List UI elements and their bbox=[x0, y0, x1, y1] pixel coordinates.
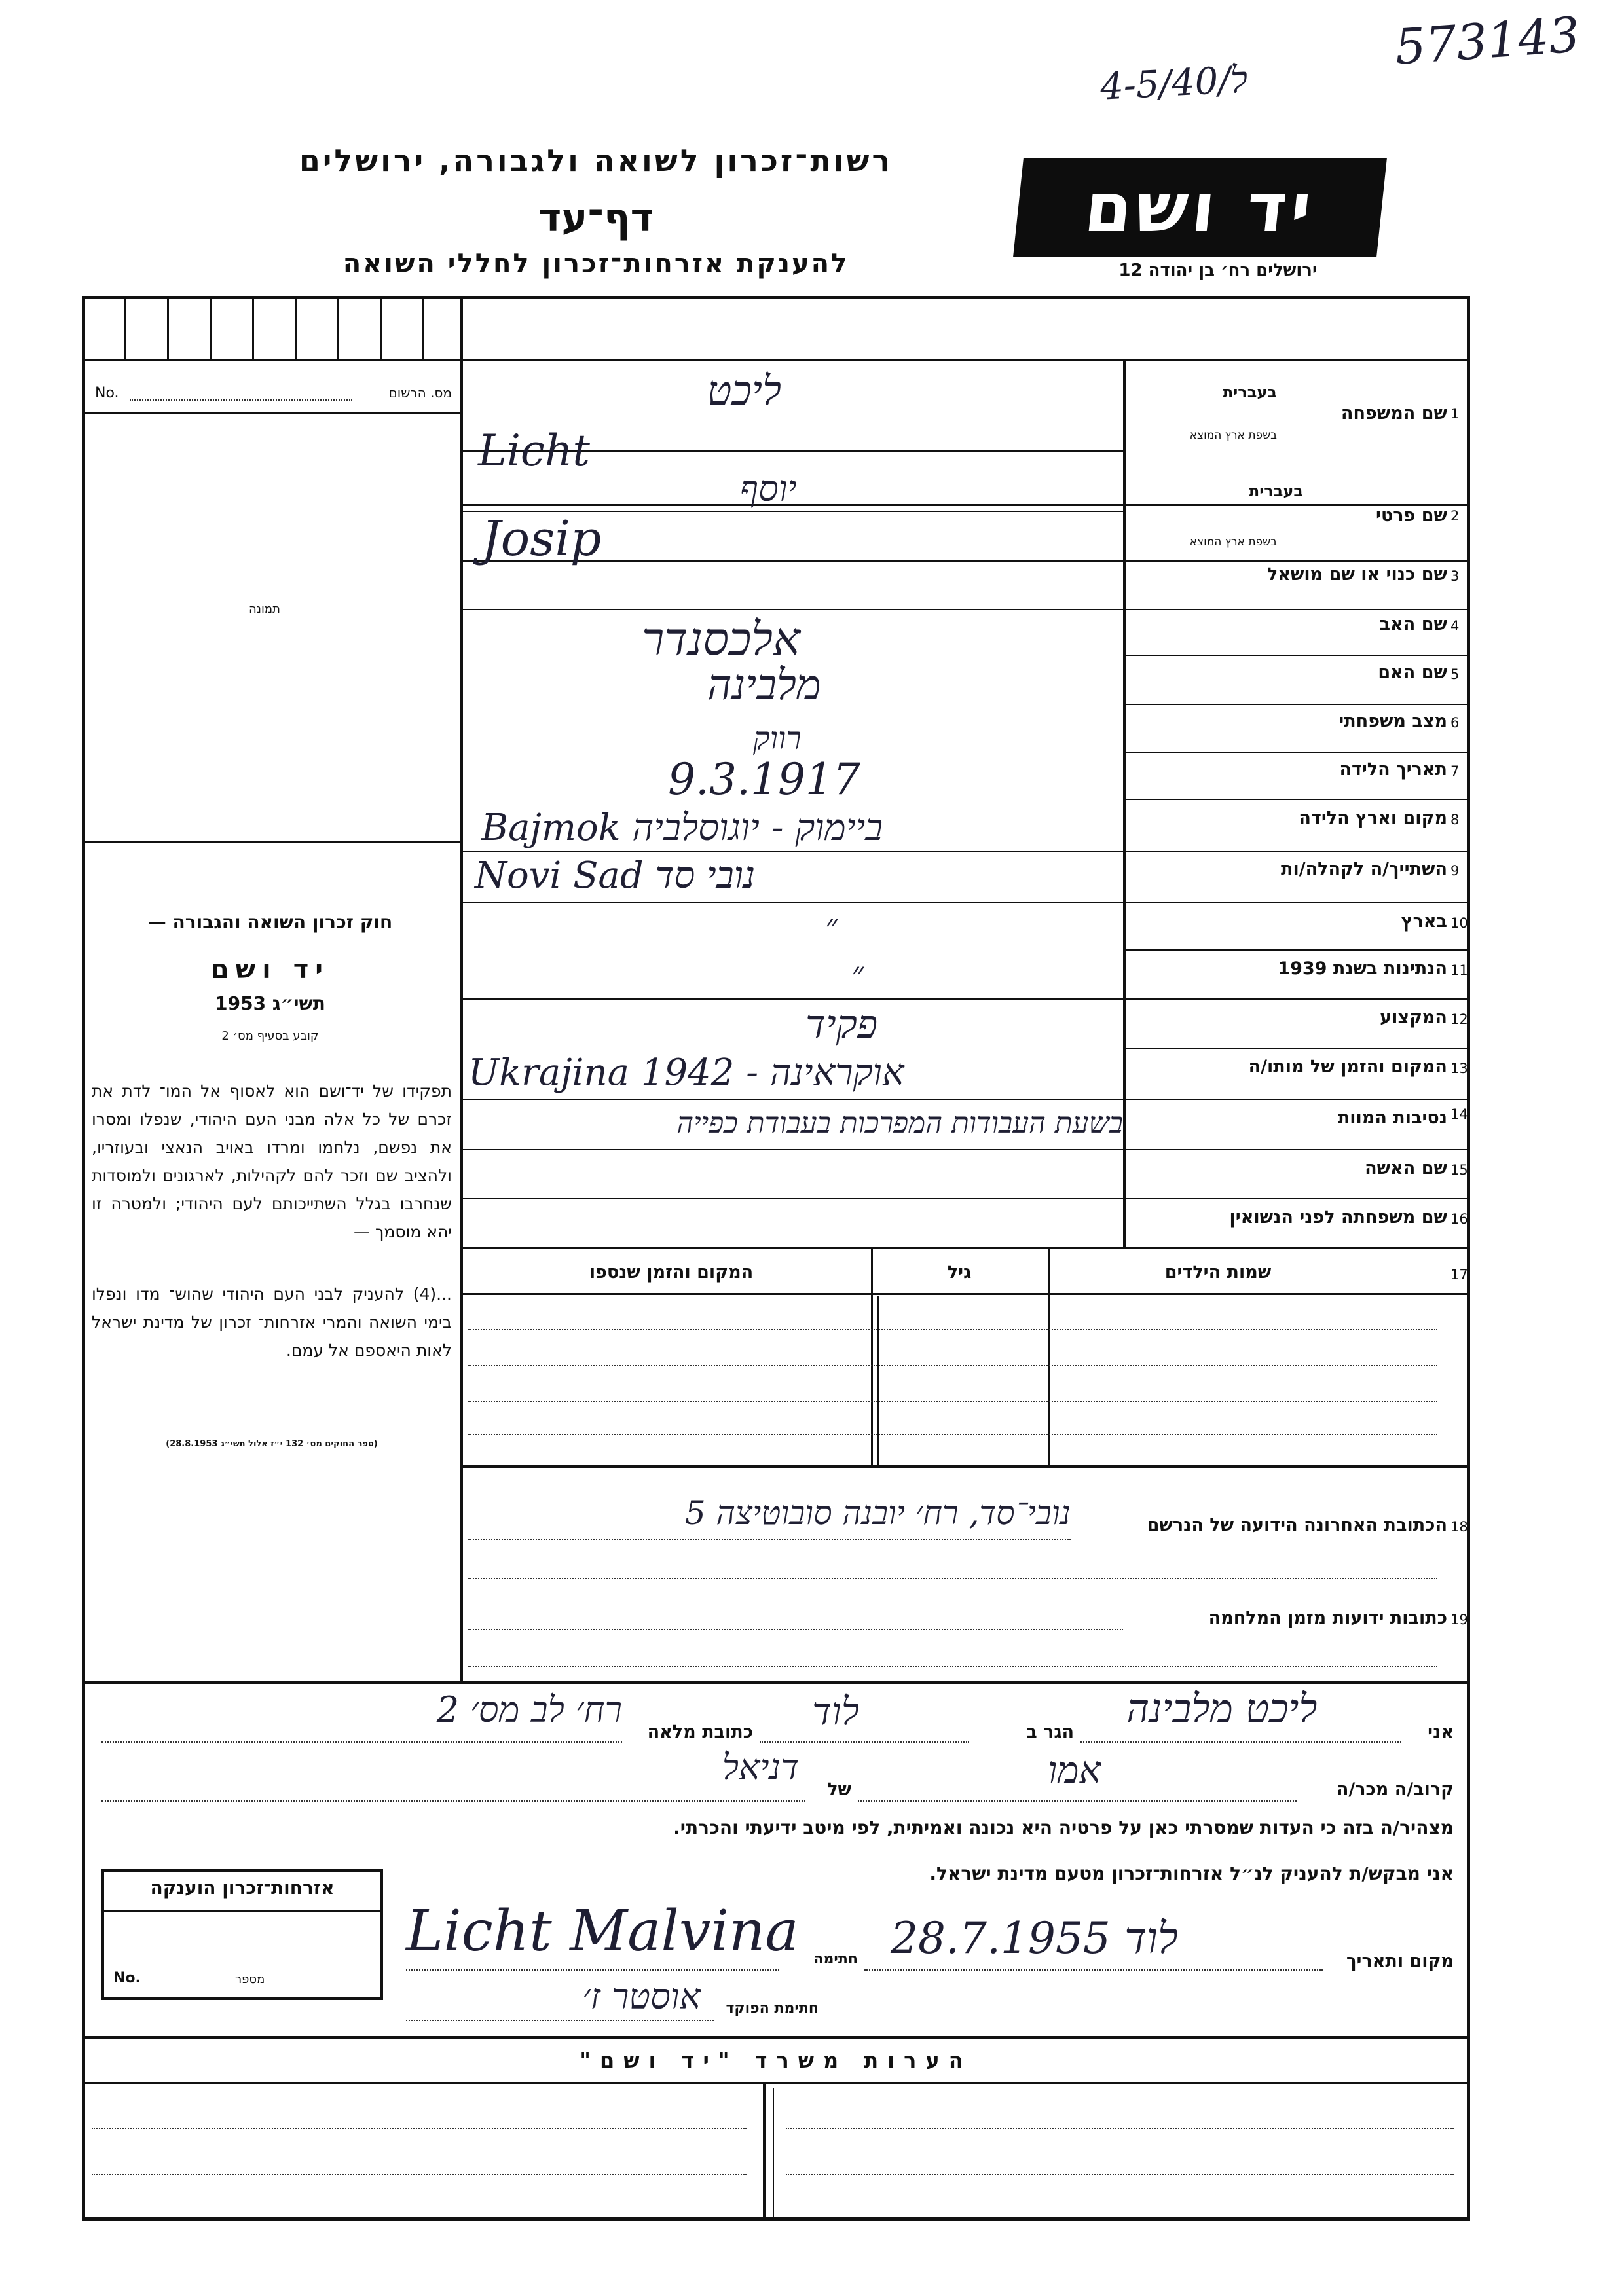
field-number: 19 bbox=[1450, 1612, 1468, 1628]
law-clause: קובע בסעיף מס׳ 2 bbox=[221, 1029, 319, 1043]
header-address: ירושלים רח׳ בן יהודה 12 bbox=[1118, 261, 1318, 280]
field-label-alias: שם כנוי או שם מושאל bbox=[1266, 564, 1447, 585]
first-name-local-value: Josip bbox=[481, 511, 602, 567]
office-notes-title: הערות משרד "יד ושם" bbox=[580, 2048, 972, 2073]
field-number: 15 bbox=[1450, 1162, 1468, 1178]
father-name-value: אלכסנדר bbox=[642, 612, 801, 666]
field-sub-hebrew: בעברית bbox=[1248, 482, 1303, 500]
declaration-of-label: של bbox=[827, 1779, 851, 1800]
field-number: 3 bbox=[1450, 568, 1460, 584]
field-number: 10 bbox=[1450, 915, 1468, 931]
death-circumstances-value: בשעת העבודות המפרכות בעבודת כפייה bbox=[676, 1106, 1123, 1140]
field-number: 14 bbox=[1450, 1106, 1468, 1122]
last-address-value: נובי־סד, רח׳ יובנה סובוטיצה 5 bbox=[684, 1494, 1071, 1532]
clerk-signature-value: אוסטר ז׳ bbox=[582, 1976, 701, 2017]
declaration-ani: אני bbox=[1428, 1722, 1454, 1742]
clerk-signature-label: חתימת הפוקד bbox=[726, 2000, 819, 2016]
field-sub-origin: בשפת ארץ המוצא bbox=[1189, 429, 1277, 442]
field-label-last-address: הכתובת האחרונה הידועה של הנרשם bbox=[1147, 1515, 1447, 1535]
field-label-birth-date: תאריך הלידה bbox=[1339, 759, 1447, 780]
award-box bbox=[101, 1869, 383, 2000]
field-label-father: שם האב bbox=[1379, 614, 1447, 634]
field-number: 1 bbox=[1450, 406, 1460, 422]
award-box-title: אזרחות־זכרון הוענקה bbox=[150, 1877, 335, 1899]
death-place-time-value: Ukrajina 1942 - אוקראינה bbox=[468, 1051, 904, 1094]
field-number: 9 bbox=[1450, 863, 1460, 879]
field-number: 6 bbox=[1450, 715, 1460, 731]
signature-value: Licht Malvina bbox=[406, 1899, 799, 1964]
form-title: דף־עד bbox=[538, 195, 654, 241]
field-number: 18 bbox=[1450, 1519, 1468, 1535]
declaration-residing-label: הגר ב bbox=[1026, 1722, 1074, 1742]
field-label-birth-place: מקום וארץ הלידה bbox=[1299, 808, 1447, 828]
country-value: ״ bbox=[825, 907, 838, 945]
surname-local-value: Licht bbox=[478, 426, 590, 476]
field-label-community: השתייך/ה לקהלה/ות bbox=[1281, 859, 1447, 879]
citizenship-value: ״ bbox=[851, 955, 864, 993]
residing-city-value: לוד bbox=[812, 1689, 859, 1734]
field-number: 2 bbox=[1450, 508, 1460, 524]
law-name: יד ושם bbox=[210, 955, 330, 985]
field-label-death-circumstances: נסיבות המוות bbox=[1337, 1108, 1447, 1128]
birth-place-value: Bajmok ביימוק - יוגוסלביה bbox=[481, 807, 883, 849]
children-age-header: גיל bbox=[947, 1262, 972, 1283]
field-number: 4 bbox=[1450, 618, 1460, 634]
declaration-statement-request: אני מבקש/ת להעניק לנ״ל אזרחות־זכרון מטעם מדינת ישראל. bbox=[929, 1863, 1454, 1884]
archive-subnumber: 4-5/40/ל bbox=[1099, 58, 1249, 109]
law-title: חוק זכרון השואה והגבורה — bbox=[147, 911, 393, 933]
field-number: 13 bbox=[1450, 1061, 1468, 1076]
declaration-relative-label: קרוב/ה מכר/ה bbox=[1336, 1779, 1454, 1800]
photo-placeholder: תמונה bbox=[249, 602, 280, 616]
profession-value: פקיד bbox=[805, 1002, 878, 1048]
field-number: 12 bbox=[1450, 1011, 1468, 1027]
children-place-time-header: המקום והזמן שנספו bbox=[589, 1262, 754, 1283]
field-label-surname: שם המשפחה bbox=[1340, 403, 1447, 424]
first-name-hebrew-value: יוסף bbox=[740, 468, 797, 509]
children-names-header: שמות הילדים bbox=[1164, 1262, 1272, 1283]
of-person-value: דניאל bbox=[722, 1747, 799, 1788]
field-label-citizenship-1939: הנתינות בשנת 1939 bbox=[1278, 958, 1447, 979]
authority-title: רשות־זכרון לשואה ולגבורה, ירושלים bbox=[216, 143, 976, 183]
surname-hebrew-value: ליכט bbox=[707, 367, 782, 414]
field-label-wife-maiden-name: שם משפחתה לפני הנשואין bbox=[1229, 1207, 1447, 1228]
registration-no-hebrew: מס. הרשום bbox=[388, 385, 452, 401]
archive-number: 573143 bbox=[1393, 7, 1582, 76]
field-label-mother: שם האם bbox=[1378, 663, 1447, 683]
field-number: 5 bbox=[1450, 666, 1460, 682]
community-value: Novi Sad נובי סד bbox=[475, 854, 756, 897]
birth-date-value: 9.3.1917 bbox=[668, 754, 860, 805]
law-reference: (ספר החוקים מס׳ 132 י״ז אלול תשי״ג 28.8.1953) bbox=[166, 1439, 378, 1449]
yad-vashem-logo bbox=[1013, 158, 1387, 257]
field-number: 17 bbox=[1450, 1267, 1468, 1283]
form-subtitle: להענקת אזרחות־זכרון לחללי השואה bbox=[342, 249, 849, 279]
field-number: 8 bbox=[1450, 812, 1460, 828]
declaration-full-address-label: כתובת מלאה bbox=[647, 1722, 753, 1742]
marital-status-value: רווק bbox=[753, 720, 802, 757]
place-date-label: מקום ותאריך bbox=[1346, 1951, 1454, 1971]
place-date-value: לוד 28.7.1955 bbox=[891, 1913, 1178, 1963]
mother-name-value: מלבינה bbox=[707, 661, 821, 710]
field-label-marital-status: מצב משפחתי bbox=[1338, 711, 1447, 731]
field-label-country: בארץ bbox=[1401, 911, 1447, 932]
field-number: 16 bbox=[1450, 1211, 1468, 1227]
award-box-number-label: מספר bbox=[235, 1973, 265, 1986]
law-text-clause-4: ...(4) להעניק לבני העם היהודי שהוש־ מדו ונפלו בימי השואה והמרי אזרחות־ זכרון של מדינת ישראל לאות היאספם אל עמם. bbox=[92, 1285, 452, 1360]
declarant-name-value: ליכט מלבינה bbox=[1126, 1686, 1318, 1732]
field-number: 11 bbox=[1450, 962, 1468, 978]
logo-text: יד ושם bbox=[1080, 168, 1320, 247]
law-year: תשי״ג 1953 bbox=[215, 993, 325, 1014]
relation-text: אמו bbox=[1048, 1749, 1101, 1792]
field-label-first-name: שם פרטי bbox=[1376, 505, 1447, 526]
field-number: 7 bbox=[1450, 763, 1460, 779]
award-box-no: No. bbox=[113, 1970, 141, 1986]
full-address-value: רח׳ לב מס׳ 2 bbox=[436, 1689, 622, 1730]
field-label-profession: המקצוע bbox=[1380, 1008, 1447, 1028]
registration-no-label: No. bbox=[95, 385, 119, 401]
field-sub-origin: בשפת ארץ המוצא bbox=[1189, 536, 1277, 549]
field-label-wartime-addresses: כתובות ידועות מזמן המלחמה bbox=[1208, 1608, 1447, 1628]
field-label-wife-name: שם האשה bbox=[1365, 1158, 1447, 1178]
law-text-purpose: תפקידו של יד־ושם הוא לאסוף אל המו־ לדת את זכרם של כל אלה מבני העם היהודי, שנפלו ומסרו את נפשם, נלחמו ומרדו באויב הנאצי ובעוזריו, ולהציב שם וזכר להם לקהילות, לארגונים ולמוסדות שנחרבו בגלל השתייכותם לעם היהודי; ולמטרה זו יהא מוסמך — bbox=[92, 1082, 452, 1241]
field-label-death-place-time: המקום והזמן של מותו/ה bbox=[1248, 1057, 1447, 1077]
declaration-statement-truth: מצהיר/ה בזה כי העדות שמסרתי כאן על פרטיה היא נכונה ואמיתית, לפי מיטב ידיעתי והכרתי. bbox=[673, 1817, 1454, 1838]
signature-label: חתימה bbox=[813, 1951, 858, 1967]
field-sub-hebrew: בעברית bbox=[1222, 383, 1277, 401]
